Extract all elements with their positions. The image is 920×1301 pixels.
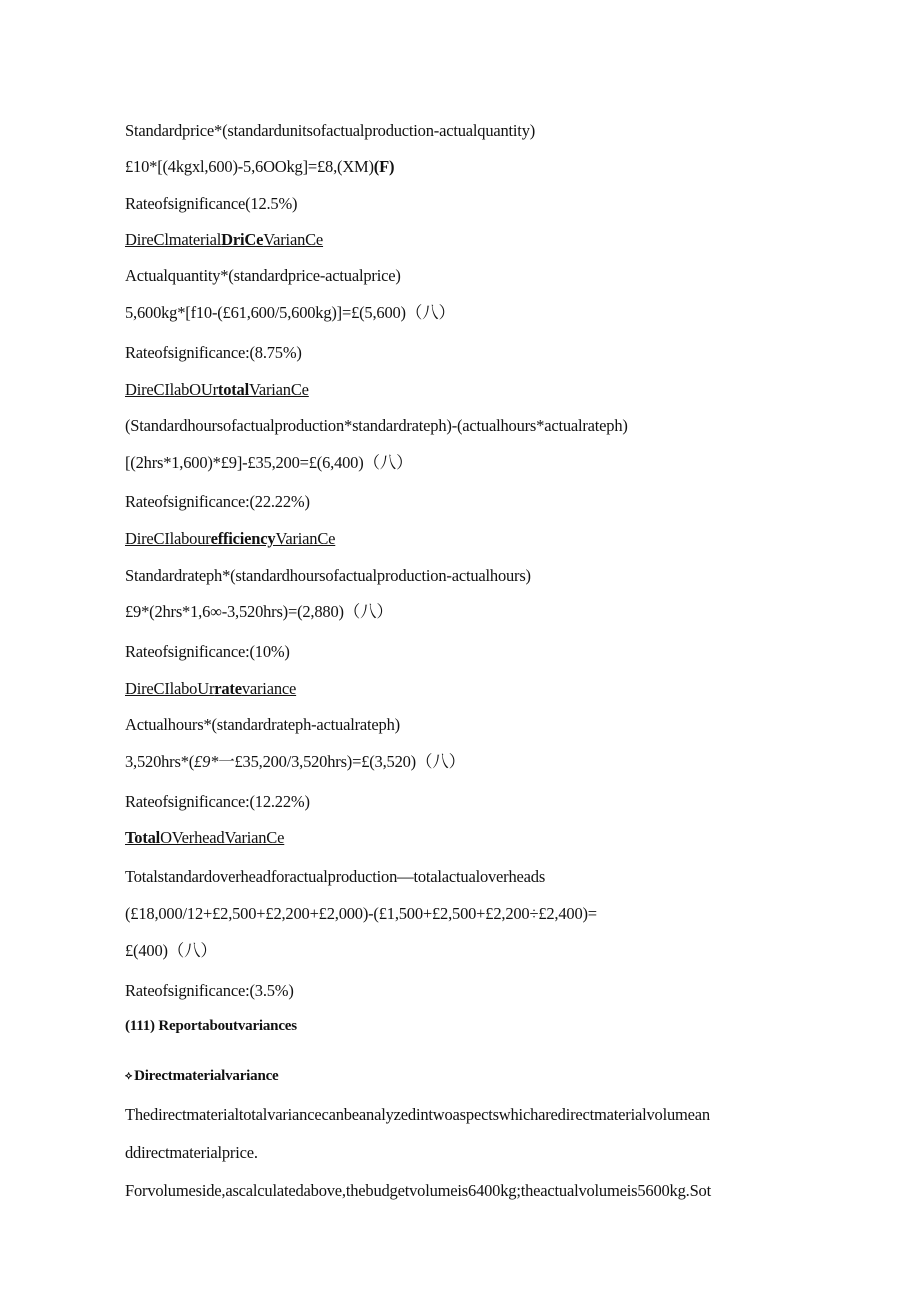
calc-text: 3,520hrs*( bbox=[125, 752, 195, 771]
heading-part-bold: rate bbox=[214, 679, 242, 698]
heading-part: VarianCe bbox=[275, 529, 336, 548]
calc-labour-rate bbox=[125, 752, 465, 772]
heading-part-bold: Total bbox=[125, 828, 161, 847]
heading-part: OVerheadVarianCe bbox=[160, 828, 285, 847]
calc-text: £10*[(4kgxl,600)-5,6OOkg]=£8,(XM) bbox=[125, 157, 374, 176]
calc-text: 一£35,200/3,520hrs)=£(3,520)（八） bbox=[218, 752, 465, 771]
body-paragraph-line: ddirectmaterialprice. bbox=[125, 1143, 258, 1162]
heading-part-bold: efficiency bbox=[210, 529, 276, 548]
favourable-mark: (F) bbox=[373, 157, 395, 176]
calc-material-price: 5,600kg*[f10-(£61,600/5,600kg)]=£(5,600)（八） bbox=[125, 303, 455, 322]
significance-rate: Rateofsignificance:(22.22%) bbox=[125, 492, 310, 511]
heading-part-bold: DriCe bbox=[221, 230, 264, 249]
calc-labour-total: [(2hrs*1,600)*£9]-£35,200=£(6,400)（八） bbox=[125, 453, 413, 472]
significance-rate: Rateofsignificance:(3.5%) bbox=[125, 981, 294, 1000]
heading-part: DireCIlabour bbox=[125, 529, 211, 548]
heading-part: VarianCe bbox=[248, 380, 309, 399]
significance-rate: Rateofsignificance(12.5%) bbox=[125, 194, 298, 213]
calc-labour-efficiency: £9*(2hrs*1,6∞-3,520hrs)=(2,880)（八） bbox=[125, 602, 393, 621]
section-heading-report: (111) Reportaboutvariances bbox=[125, 1018, 297, 1034]
heading-labour-efficiency-variance bbox=[125, 529, 335, 549]
significance-rate: Rateofsignificance:(8.75%) bbox=[125, 343, 302, 362]
calc-overhead-result: £(400)（八） bbox=[125, 941, 217, 960]
heading-part: DireCIlaboUr bbox=[125, 679, 215, 698]
heading-overhead-variance bbox=[125, 828, 284, 848]
calc-material-usage bbox=[125, 157, 394, 177]
calc-overhead: (£18,000/12+£2,500+£2,200+£2,000)-(£1,500+£2,500+£2,200÷£2,400)= bbox=[125, 904, 597, 923]
heading-part: DireClmaterial bbox=[125, 230, 222, 249]
heading-part: variance bbox=[241, 679, 297, 698]
body-paragraph-line: Forvolumeside,ascalculatedabove,thebudgetvolumeis6400kg;theactualvolumeis5600kg.Sot bbox=[125, 1181, 711, 1200]
heading-labour-rate-variance bbox=[125, 679, 296, 699]
subheading-text: Directmaterialvariance bbox=[134, 1068, 279, 1084]
heading-part-bold: total bbox=[217, 380, 249, 399]
diamond-bullet-icon: ⟡ bbox=[125, 1070, 133, 1082]
body-paragraph-line: Thedirectmaterialtotalvariancecanbeanalyzedintwoaspectswhicharedirectmaterialvolumean bbox=[125, 1105, 710, 1124]
heading-part: VarianCe bbox=[263, 230, 324, 249]
subheading-direct-material bbox=[125, 1066, 279, 1086]
formula-labour-efficiency: Standardrateph*(standardhoursofactualproduction-actualhours) bbox=[125, 566, 531, 585]
heading-part: DireCIlabOUr bbox=[125, 380, 218, 399]
significance-rate: Rateofsignificance:(12.22%) bbox=[125, 792, 310, 811]
heading-labour-total-variance bbox=[125, 380, 309, 400]
formula-labour-rate: Actualhours*(standardrateph-actualrateph) bbox=[125, 715, 400, 734]
significance-rate: Rateofsignificance:(10%) bbox=[125, 642, 290, 661]
formula-overhead: Totalstandardoverheadforactualproduction—totalactualoverheads bbox=[125, 867, 546, 886]
calc-text-italic: £9* bbox=[194, 752, 219, 771]
formula-material-price: Actualquantity*(standardprice-actualprice) bbox=[125, 266, 401, 285]
formula-material-usage: Standardprice*(standardunitsofactualproduction-actualquantity) bbox=[125, 121, 536, 140]
formula-labour-total: (Standardhoursofactualproduction*standardrateph)-(actualhours*actualrateph) bbox=[125, 416, 628, 435]
heading-material-price-variance bbox=[125, 230, 323, 250]
